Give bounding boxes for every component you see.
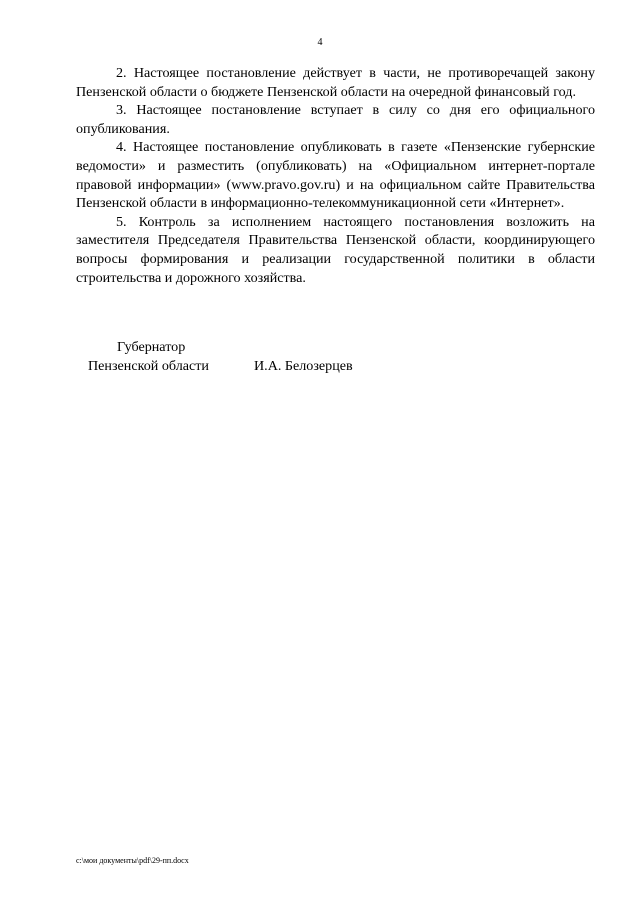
signer-title-line1: Губернатор	[117, 339, 186, 355]
paragraph-4: 4. Настоящее постановление опубликовать в газете «Пензенские губернские ведомости» и разместить (опубликовать) на «Официальном интернет-портале правовой информации» (www.pravo.gov.ru) и на официальном сайте Правительства Пензенской области в информационно-телекоммуникационной сети «Интернет».	[76, 139, 595, 212]
paragraph-2: 2. Настоящее постановление действует в части, не противоречащей закону Пензенской области о бюджете Пензенской области на очередной финансовый год.	[76, 65, 595, 100]
signer-name: И.А. Белозерцев	[254, 358, 353, 374]
page-number: 4	[317, 37, 323, 48]
footer-file-path: c:\мои документы\pdf\29-пп.docx	[76, 856, 189, 865]
signer-title-line2: Пензенской области	[88, 358, 209, 374]
paragraph-5: 5. Контроль за исполнением настоящего постановления возложить на заместителя Председателя Правительства Пензенской области, координирующего вопросы формирования и реализации государственной политики в области строительства и дорожного хозяйства.	[76, 213, 595, 286]
paragraph-3: 3. Настоящее постановление вступает в силу со дня его официального опубликования.	[76, 102, 595, 137]
document-body	[76, 64, 595, 287]
